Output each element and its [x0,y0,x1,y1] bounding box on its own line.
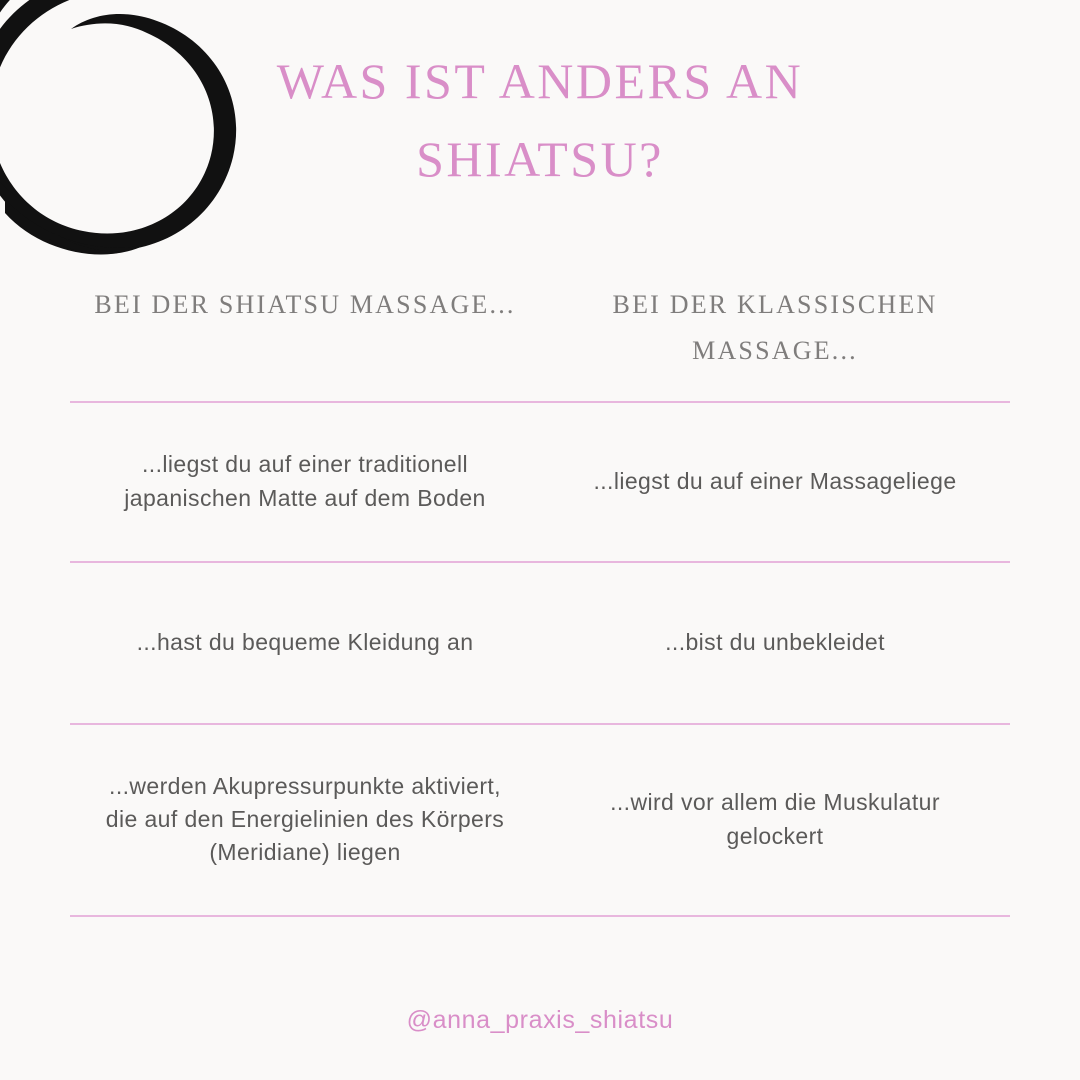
page-title [0,42,1080,198]
table-row [70,563,1010,723]
divider [70,915,1010,917]
column-header-label: BEI DER KLASSISCHEN MASSAGE... [612,290,938,366]
column-header-label: BEI DER SHIATSU MASSAGE... [94,290,516,319]
title-line-1: WAS IST ANDERS AN [276,53,804,109]
title-line-2: SHIATSU? [416,131,664,187]
cell-shiatsu: ...hast du bequeme Kleidung an [136,628,474,655]
instagram-handle: @anna_praxis_shiatsu [406,1006,674,1034]
table-header-row [70,282,1010,381]
comparison-table [70,282,1010,917]
header-spacer [70,381,1010,401]
cell-shiatsu: ...werden Akupressurpunkte aktiviert, die auf den Energielinien des Körpers (Meridiane) liegen [105,772,505,866]
cell-shiatsu: ...liegst du auf einer traditionell japanischen Matte auf dem Boden [124,451,486,511]
cell-classic: ...wird vor allem die Muskulatur gelockert [610,789,940,849]
cell-classic: ...bist du unbekleidet [665,628,885,655]
table-row [70,725,1010,915]
table-row [70,403,1010,561]
column-header-classic [540,282,1010,381]
cell-classic: ...liegst du auf einer Massageliege [593,467,957,494]
column-header-shiatsu [70,282,540,381]
